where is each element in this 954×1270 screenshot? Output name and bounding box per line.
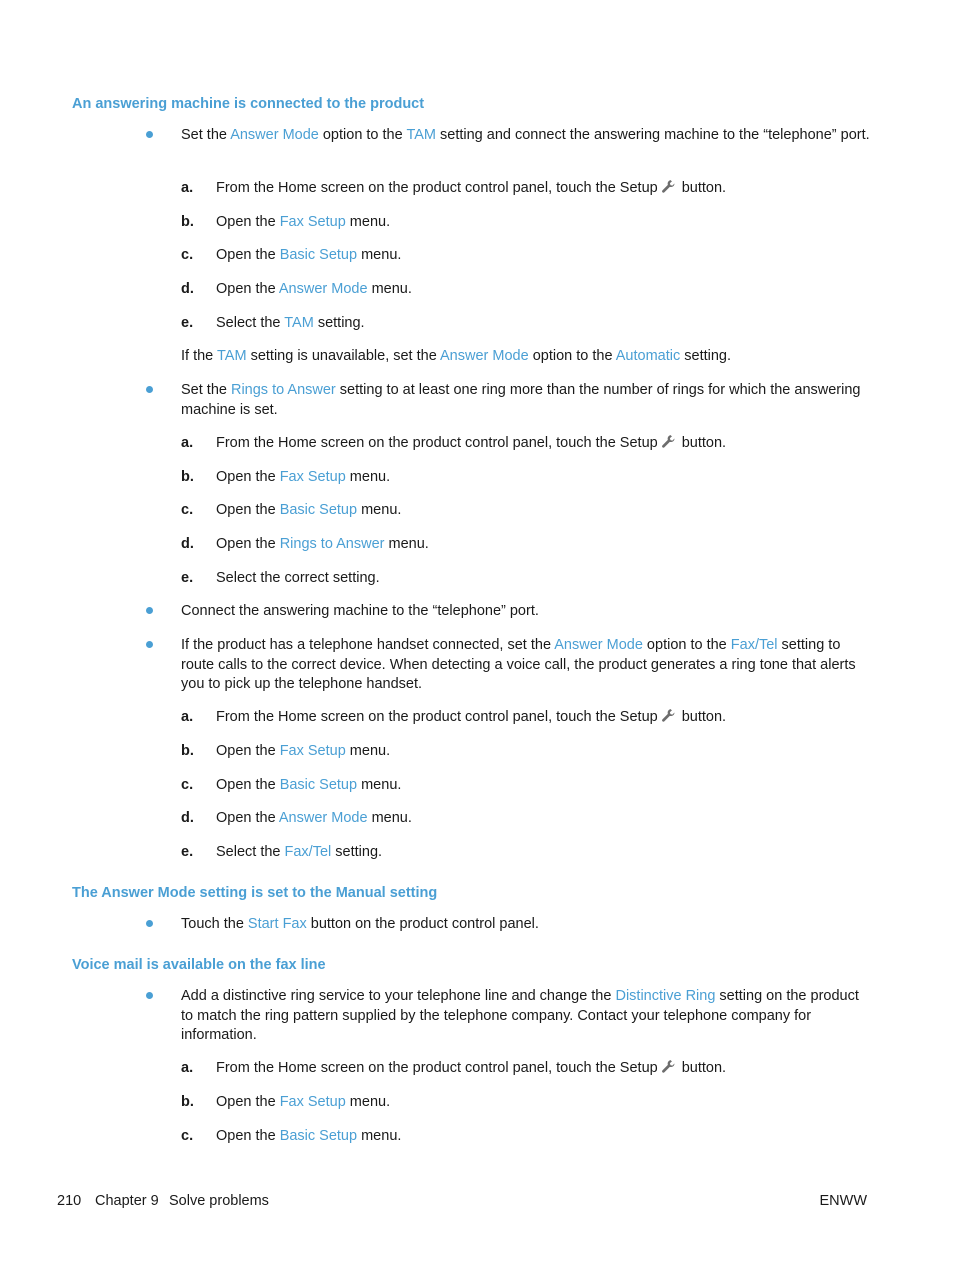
bullet-dot [146,992,153,999]
ui-term: Basic Setup [279,777,358,793]
wrench-icon [661,434,676,449]
step-letter: a. [181,435,194,451]
step-text: Open the Basic Setup menu. [216,502,402,518]
step-letter: d. [181,281,194,297]
step-text: Open the Fax Setup menu. [216,1094,391,1110]
bullet-text: Connect the answering machine to the “telephone” port. [181,603,539,619]
step-text: From the Home screen on the product control panel, touch the Setup button. [216,180,727,196]
step-text: Open the Basic Setup menu. [216,247,402,263]
bullet-dot [146,131,153,138]
ui-term: Answer Mode [230,127,319,143]
ui-term: Basic Setup [279,502,358,518]
step-text: Open the Fax Setup menu. [216,214,391,230]
step-letter: b. [181,1094,194,1110]
step-letter: e. [181,315,194,331]
chapter-title: Solve problems [169,1193,269,1209]
bullet-dot [146,607,153,614]
step-text: Open the Answer Mode menu. [216,281,412,297]
step-text: Select the Fax/Tel setting. [216,844,383,860]
step-text: From the Home screen on the product control panel, touch the Setup button. [216,709,727,725]
step-letter: e. [181,570,194,586]
step-text: Open the Basic Setup menu. [216,777,402,793]
ui-term: TAM [217,348,247,364]
ui-term: Fax/Tel [284,844,332,860]
ui-term: Answer Mode [278,810,368,826]
ui-term: Distinctive Ring [615,988,716,1004]
step-text: Open the Basic Setup menu. [216,1128,402,1144]
ui-term: Rings to Answer [279,536,385,552]
ui-term: Answer Mode [554,637,643,653]
step-letter: c. [181,777,194,793]
page-number: 210 [57,1193,82,1209]
bullet-dot [146,920,153,927]
step-letter: a. [181,1060,194,1076]
note-text: If the TAM setting is unavailable, set the Answer Mode option to the Automatic setting. [181,348,732,364]
step-text: Open the Answer Mode menu. [216,810,412,826]
step-letter: c. [181,247,194,263]
section-heading-voice-mail: Voice mail is available on the fax line [72,957,326,973]
step-text: Select the correct setting. [216,570,380,586]
bullet-text: Add a distinctive ring service to your telephone line and change the Distinctive Ring setting on the product to match the ring pattern supplied by the telephone company. Contact your telephone company for information. [181,988,859,1043]
ui-term: Answer Mode [440,348,529,364]
bullet-text: Touch the Start Fax button on the product control panel. [181,916,539,932]
ui-term: TAM [284,315,314,331]
doc-code: ENWW [819,1193,867,1209]
ui-term: Fax Setup [279,469,346,485]
step-letter: b. [181,469,194,485]
step-letter: b. [181,743,194,759]
bullet-dot [146,386,153,393]
ui-term: Fax/Tel [730,637,778,653]
bullet-text: Set the Answer Mode option to the TAM setting and connect the answering machine to the “telephone” port. [181,127,870,143]
step-letter: c. [181,1128,194,1144]
bullet-dot [146,641,153,648]
wrench-icon [661,708,676,723]
ui-term: Basic Setup [279,1128,358,1144]
ui-term: Fax Setup [279,1094,346,1110]
section-heading-answering-machine: An answering machine is connected to the product [72,96,425,112]
step-letter: d. [181,810,194,826]
ui-term: TAM [406,127,436,143]
step-letter: a. [181,709,194,725]
step-letter: a. [181,180,194,196]
ui-term: Answer Mode [278,281,368,297]
bullet-text: Set the Rings to Answer setting to at least one ring more than the number of rings for which the answering machine is set. [181,382,861,418]
ui-term: Fax Setup [279,743,346,759]
chapter-label: Chapter 9 [95,1193,159,1209]
step-letter: d. [181,536,194,552]
step-letter: b. [181,214,194,230]
ui-term: Start Fax [247,916,307,932]
step-text: Open the Fax Setup menu. [216,743,391,759]
step-text: Open the Rings to Answer menu. [216,536,429,552]
step-text: Select the TAM setting. [216,315,365,331]
wrench-icon [661,1059,676,1074]
ui-term: Fax Setup [279,214,346,230]
ui-term: Basic Setup [279,247,358,263]
step-text: From the Home screen on the product control panel, touch the Setup button. [216,435,727,451]
wrench-icon [661,179,676,194]
section-heading-manual-setting: The Answer Mode setting is set to the Manual setting [72,885,438,901]
ui-term: Rings to Answer [230,382,336,398]
bullet-text: If the product has a telephone handset connected, set the Answer Mode option to the Fax/Tel setting to route calls to the correct device. When detecting a voice call, the product generates a ring tone that alerts you to pick up the telephone handset. [181,637,856,692]
step-text: Open the Fax Setup menu. [216,469,391,485]
step-letter: e. [181,844,194,860]
step-letter: c. [181,502,194,518]
step-text: From the Home screen on the product control panel, touch the Setup button. [216,1060,727,1076]
ui-term: Automatic [615,348,681,364]
